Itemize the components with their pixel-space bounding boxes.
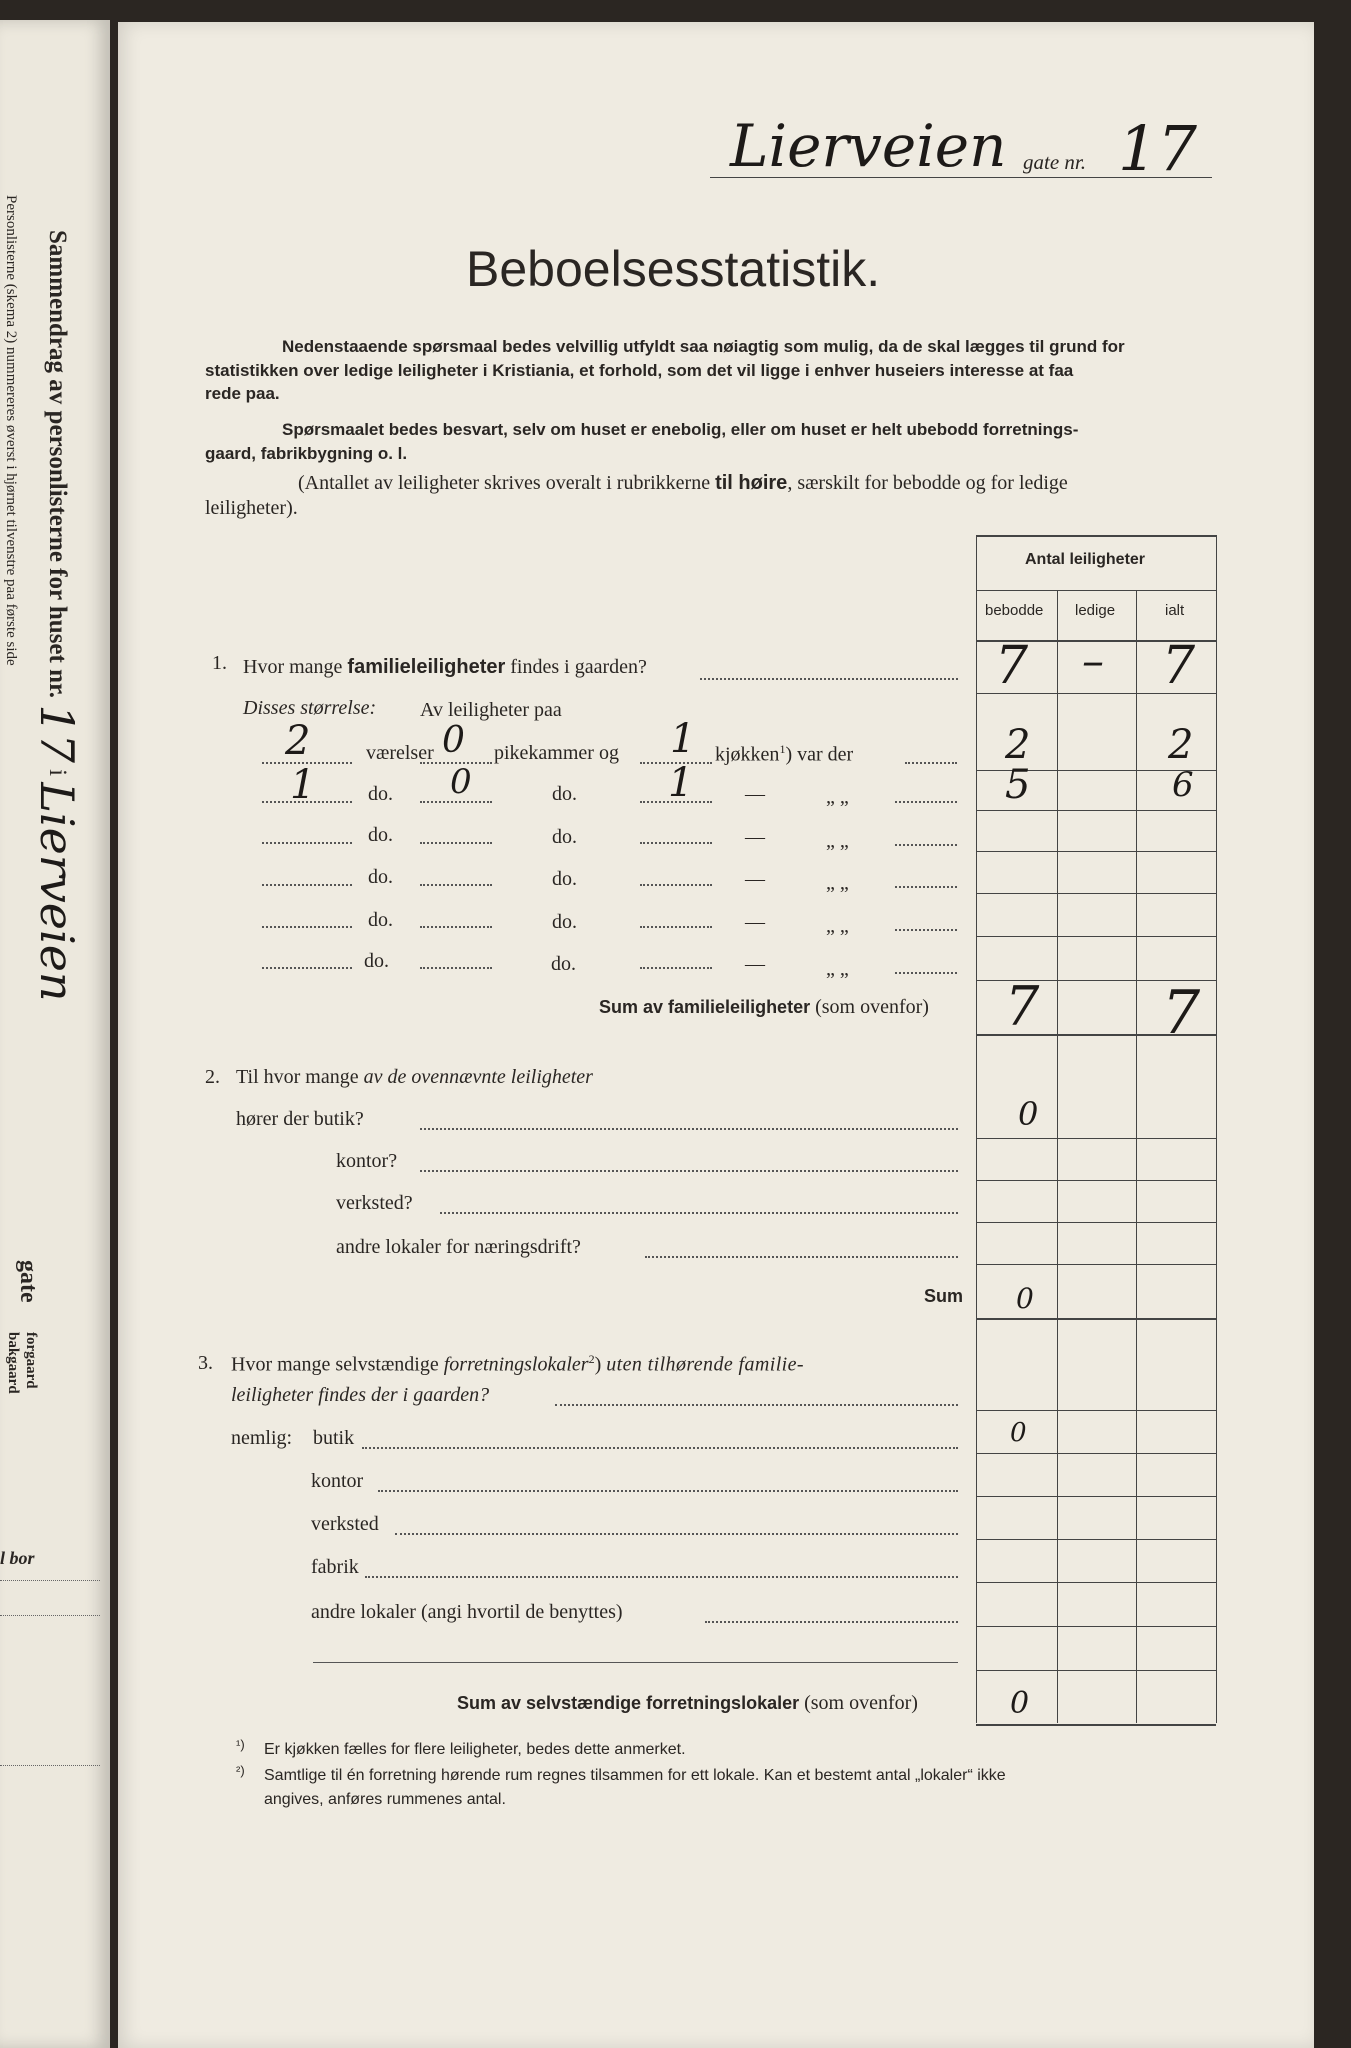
left-hand-number: 17 (30, 704, 84, 763)
size-row5-do-1: do. (368, 909, 393, 931)
q3-ans-butik: 0 (1010, 1418, 1027, 1448)
q3-kontor-label: kontor (311, 1470, 364, 1492)
q2-kontor-dots (420, 1170, 958, 1172)
size-row3-quote: „ „ (826, 830, 849, 852)
q1-sum-bebodde: 7 (1005, 975, 1040, 1038)
footnote-2-line2: angives, anføres rummenes antal. (264, 1791, 506, 1808)
intro-p2-line1: Spørsmaalet bedes besvart, selv om huset er enebolig, eller om huset er helt ubebodd forretnings- (282, 420, 1079, 439)
left-rule-1 (0, 1580, 100, 1581)
q2-andre-label: andre lokaler for næringsdrift? (336, 1236, 581, 1258)
q2-text-b: av de ovennævnte leiligheter (363, 1066, 593, 1088)
size-row6-dots (895, 972, 957, 974)
table-left-border (976, 535, 977, 1723)
row-rule-q3c (976, 1496, 1216, 1497)
q2-sum-label: Sum (924, 1286, 964, 1306)
size-row1-kitchen: 1 (670, 716, 696, 762)
row-rule-q2c (976, 1222, 1216, 1223)
q3-andre-extra-line (313, 1662, 958, 1663)
q3-andre-label: andre lokaler (angi hvortil de benyttes) (311, 1601, 623, 1623)
size-row2-kitchen-dots (640, 801, 712, 803)
size-row3-dots (895, 844, 957, 846)
table-col-divider-1 (1057, 590, 1058, 1723)
q2-verksted-dots (440, 1212, 958, 1214)
col-header-ialt: ialt (1165, 602, 1185, 619)
q3-text-line1 (231, 1352, 804, 1377)
q1-sum-ialt: 7 (1162, 978, 1201, 1048)
left-bakgaard: bakgaard (5, 1332, 21, 1394)
size-row4-do-2: do. (552, 868, 577, 890)
footnote-1-mark: ¹) (236, 1737, 245, 1752)
q2-kontor-label: kontor? (336, 1150, 398, 1172)
q2-butik-label: hører der butik? (236, 1108, 364, 1130)
q1-sum-b: (som ovenfor) (810, 996, 929, 1018)
row-rule-sum2 (976, 1318, 1216, 1320)
col-header-bebodde: bebodde (985, 602, 1044, 619)
left-header (30, 230, 84, 1002)
q3-ans-sum: 0 (1010, 1686, 1030, 1721)
size-row3-kitchen-dots (640, 842, 712, 844)
size-row4-rooms-dots (262, 884, 352, 886)
row-rule-q3d (976, 1539, 1216, 1540)
q2-verksted-label: verksted? (336, 1192, 413, 1214)
street-name-handwritten: Lierveien (730, 112, 1007, 180)
q1-sum-a: Sum av familieleiligheter (599, 997, 811, 1017)
left-forgaard: forgaard (23, 1332, 39, 1389)
size-row2-kitchen: 1 (668, 760, 694, 806)
size-row1-rooms: 2 (285, 718, 311, 764)
size-row6-rooms-dots (262, 967, 352, 969)
q1-text-c: findes i gaarden? (505, 656, 647, 678)
intro-p3-line2: leiligheter). (205, 497, 298, 519)
intro-p3-a: (Antallet av leiligheter skrives overalt i rubrikkerne (298, 472, 716, 494)
row-rule-q2b (976, 1180, 1216, 1181)
size-row5-dash: — (745, 911, 765, 933)
kitchen-label: kjøkken (715, 743, 780, 766)
size-row2-do-2: do. (552, 783, 577, 805)
intro-p1-line1: Nedenstaaende spørsmaal bedes velvillig utfyldt saa nøiagtig som mulig, da de skal lægges til grund for (282, 337, 1125, 356)
left-subtext: Personlisterne (skema 2) nummereres øverst i hjørnet tilvenstre paa første side (3, 195, 19, 666)
left-header-text: Sammendrag av personlisterne for huset nr. (44, 230, 71, 699)
size-row1-rooms-label: værelser (366, 742, 434, 764)
size-row6-quote: „ „ (826, 958, 849, 980)
row-rule-q3f (976, 1626, 1216, 1627)
q2-butik-dots (420, 1128, 958, 1130)
intro-p1-line3: rede paa. (205, 384, 280, 403)
left-rule-2 (0, 1615, 100, 1616)
q3-text-c: ) (594, 1353, 607, 1376)
size-row5-do-2: do. (552, 911, 577, 933)
left-bor: l bor (0, 1548, 35, 1568)
size-row1-kitchen-label (715, 742, 853, 767)
q3-text-d: uten tilhørende familie- (606, 1353, 804, 1376)
house-number-handwritten: 17 (1118, 112, 1197, 185)
size-row2-rooms: 1 (290, 762, 316, 808)
row-rule-q3e (976, 1582, 1216, 1583)
q1-ans-ialt: 7 (1162, 636, 1196, 696)
table-top-rule (976, 535, 1216, 537)
intro-p1-line2: statistikken over ledige leiligheter i Kristiania, et forhold, som det vil ligge i enhver huseiers interesse at faa (205, 361, 1074, 380)
row-rule-q3g (976, 1670, 1216, 1671)
q1-leader-dots (700, 678, 958, 680)
row-rule-r2 (976, 810, 1216, 811)
page-title: Beboelsesstatistik. (466, 241, 881, 297)
size-row3-pike-dots (420, 842, 492, 844)
q3-fabrik-label: fabrik (311, 1556, 359, 1578)
size-row3-dash: — (745, 826, 765, 848)
table-group-header: Antal leiligheter (1025, 551, 1146, 568)
q1-size-text: Av leiligheter paa (420, 699, 562, 721)
var-der-label: ) var der (785, 743, 854, 766)
row-rule-q2d (976, 1264, 1216, 1265)
q1-text-b: familieleiligheter (347, 656, 506, 678)
q2-text-a: Til hvor mange (236, 1066, 364, 1088)
q1-size-label: Disses størrelse: (243, 697, 377, 719)
q3-nemlig-label: nemlig: (231, 1427, 293, 1449)
size-row4-dots (895, 886, 957, 888)
q1-ans-ledige: – (1082, 636, 1104, 687)
size-row1-pike: 0 (442, 720, 465, 761)
q3-text-line2: leiligheter findes der i gaarden? (231, 1384, 490, 1406)
size-row6-pike-dots (420, 967, 492, 969)
size-row4-quote: „ „ (826, 872, 849, 894)
size-row2-dots (895, 801, 957, 803)
size-row4-do-1: do. (368, 866, 393, 888)
q1-ans-bebodde: 7 (995, 636, 1029, 696)
q1-number: 1. (212, 652, 227, 674)
size-row2-pike: 0 (450, 762, 472, 802)
size-row3-rooms-dots (262, 842, 352, 844)
row-rule-q3a (976, 1410, 1216, 1411)
size-row6-dash: — (745, 953, 765, 975)
size-row2-rooms-dots (262, 801, 352, 803)
q3-sum-label (457, 1692, 918, 1715)
size-row4-dash: — (745, 868, 765, 890)
q1-sum-label (599, 996, 929, 1019)
size-row6-kitchen-dots (640, 967, 712, 969)
size-row5-kitchen-dots (640, 926, 712, 928)
q3-verksted-label: verksted (311, 1513, 379, 1535)
size-row2-pike-dots (420, 801, 492, 803)
q2-ans-sum: 0 (1016, 1282, 1034, 1315)
size-row2-bebodde: 5 (1005, 762, 1031, 808)
size-row5-pike-dots (420, 926, 492, 928)
q2-number: 2. (205, 1066, 220, 1088)
size-row2-dash: — (745, 783, 765, 805)
row-rule-q3b (976, 1453, 1216, 1454)
size-row2-ialt: 6 (1172, 765, 1194, 805)
size-row2-do-1: do. (368, 783, 393, 805)
footnote-2-line1: Samtlige til én forretning hørende rum regnes tilsammen for ett lokale. Kan et bestemt antal „lokaler“ ikke (264, 1767, 1006, 1784)
intro-p3-line1 (298, 472, 1068, 495)
left-hand-street: Lierveien (30, 782, 84, 1002)
q2-text (236, 1066, 593, 1089)
table-right-border (1216, 535, 1217, 1723)
gate-nr-label: gate nr. (1023, 150, 1086, 174)
size-row2-quote: „ „ (826, 786, 849, 808)
header-underline (710, 177, 1212, 178)
q3-verksted-dots (395, 1533, 958, 1535)
row-rule-r3 (976, 851, 1216, 852)
row-rule-r4 (976, 893, 1216, 894)
size-row1-pike-label: pikekammer og (494, 742, 619, 764)
intro-p3-b: til høire (715, 472, 788, 494)
size-row5-quote: „ „ (826, 915, 849, 937)
q3-text-b: forretningslokaler (443, 1353, 589, 1376)
q3-text-a: Hvor mange selvstændige (231, 1353, 444, 1376)
intro-p3-c: , særskilt for bebodde og for ledige (787, 472, 1068, 494)
size-row4-pike-dots (420, 884, 492, 886)
size-row1-dots (905, 762, 957, 764)
table-header-rule (976, 590, 1216, 591)
col-header-ledige: ledige (1075, 602, 1116, 619)
q3-butik-dots (362, 1447, 958, 1449)
size-row4-kitchen-dots (640, 884, 712, 886)
left-gate: gate (15, 1260, 41, 1303)
size-row3-do-2: do. (552, 826, 577, 848)
size-row6-do-2: do. (551, 953, 576, 975)
q3-line2-dots (555, 1404, 958, 1406)
left-rule-3 (0, 1765, 100, 1766)
size-row1-bebodde: 2 (1005, 722, 1031, 768)
size-row5-rooms-dots (262, 926, 352, 928)
q3-number: 3. (198, 1352, 213, 1374)
q3-kontor-dots (378, 1490, 958, 1492)
q2-andre-dots (645, 1256, 958, 1258)
left-page (0, 20, 110, 2048)
table-col-divider-2 (1136, 590, 1137, 1723)
size-row3-do-1: do. (368, 824, 393, 846)
q3-fabrik-dots (365, 1576, 958, 1578)
intro-p2-line2: gaard, fabrikbygning o. l. (205, 444, 408, 463)
q1-text-a: Hvor mange (243, 656, 348, 678)
q3-butik-label: butik (313, 1427, 355, 1449)
size-row6-do-1: do. (364, 950, 389, 972)
left-hand-i: i (44, 769, 71, 777)
kitchen-sup: 1 (779, 742, 786, 756)
footnote-2-mark: ²) (236, 1763, 245, 1778)
size-row1-ialt: 2 (1168, 722, 1194, 768)
q3-sum-a: Sum av selvstændige forretningslokaler (457, 1693, 800, 1713)
row-rule-q2a (976, 1138, 1216, 1139)
size-row5-dots (895, 929, 957, 931)
footnote-1: Er kjøkken fælles for flere leiligheter, bedes dette anmerket. (264, 1741, 686, 1758)
row-rule-sum3 (976, 1724, 1216, 1726)
q2-ans-butik: 0 (1018, 1095, 1039, 1133)
q3-text-sup: 2 (588, 1352, 595, 1366)
q3-sum-b: (som ovenfor) (799, 1692, 918, 1714)
q1-text (243, 656, 647, 679)
q3-andre-dots (705, 1621, 958, 1623)
row-rule-r5 (976, 936, 1216, 937)
